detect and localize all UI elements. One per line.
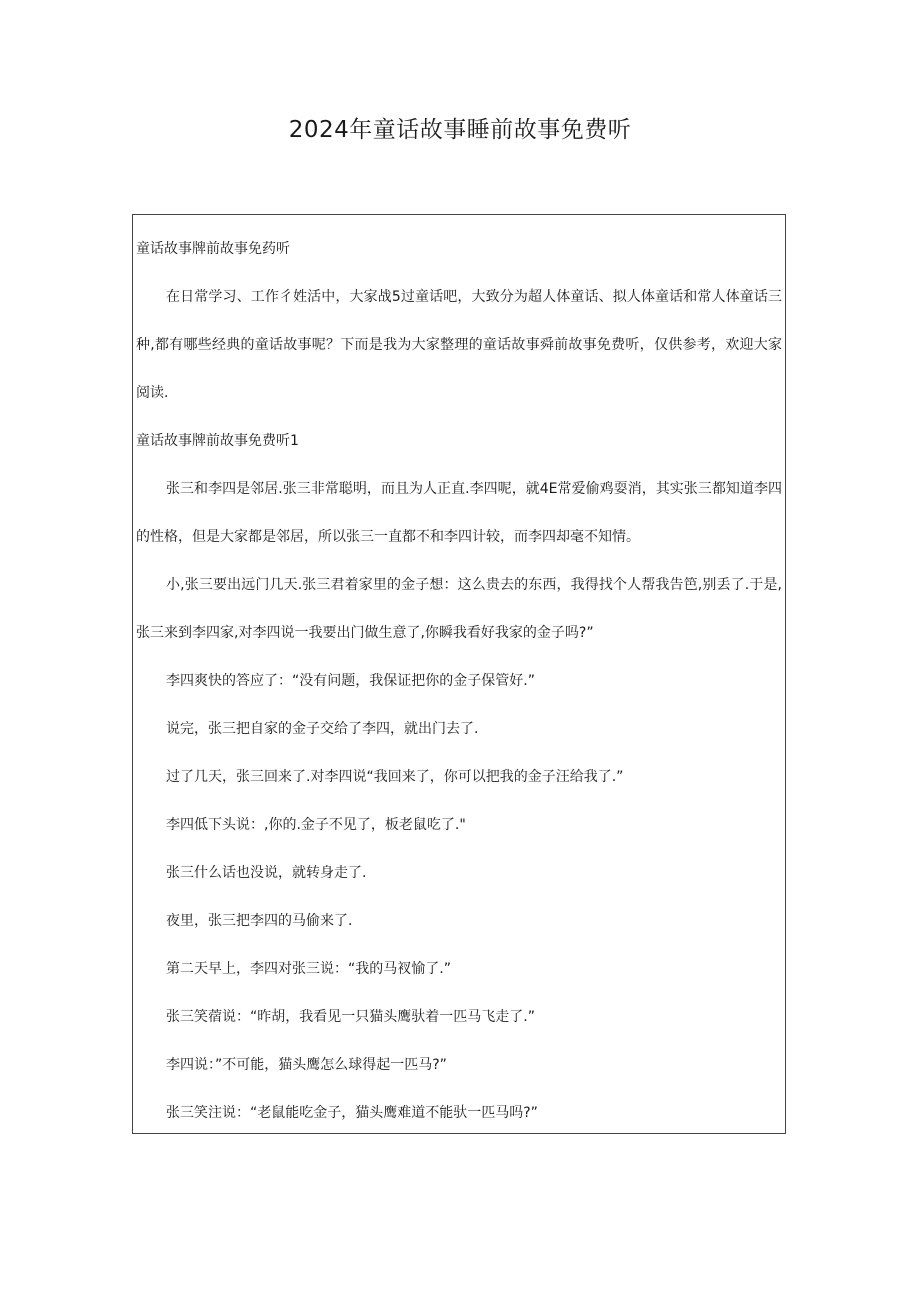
intro-paragraph: 在日常学习、工作彳姓活中，大家战5过童话吧，大致分为超人体童话、拟人体童话和常人体童话三种,都有哪些经典的童话故事呢？下而是我为大家整理的童话故事舜前故事免费听，仅供参考，欢迎大家阅读. — [136, 289, 782, 401]
story-paragraph: 说完，张三把自家的金子交给了李四，就出门去了. — [166, 721, 479, 737]
story-paragraph: 过了几天，张三回来了.对李四说“我回来了，你可以把我的金子汪给我了.” — [166, 769, 624, 785]
story-paragraph: 张三什么话也没说，就转身走了. — [166, 865, 367, 881]
story-content-box — [132, 214, 786, 1134]
story-paragraph: 张三笑注说：“老鼠能吃金子，猫头鹰难道不能驮一匹马吗?” — [166, 1105, 538, 1121]
story-paragraph: 夜里，张三把李四的马偷来了. — [166, 913, 353, 929]
section-heading: 童话故事牌前故事免药听 — [136, 241, 290, 257]
story-paragraph: 张三笑蓿说：“昨胡，我看见一只猫头鹰驮着一匹马飞走了.” — [166, 1009, 535, 1025]
story-paragraph: 李四爽快的答应了：“没有问题，我保证把你的金子保管好.” — [166, 673, 535, 689]
story-heading: 童话故事牌前故事免费听1 — [136, 433, 299, 449]
story-paragraph: 李四低下头说：,你的.金子不见了，板老鼠吃了." — [166, 817, 466, 833]
story-paragraph: 李四说：”不可能，猫头鹰怎么球得起一匹马?” — [166, 1057, 447, 1073]
story-paragraph: 小,张三要出远门几天.张三君着家里的金子想：这么贵去的东西，我得找个人帮我告笆,别丢了.于是,张三来到李四家,对李四说一我要出门做生意了,你瞬我看好我家的金子吗?” — [136, 577, 782, 641]
story-paragraph: 第二天早上，李四对张三说：“我的马衩愉了.” — [166, 961, 451, 977]
page-title: 2024年童话故事睡前故事免费听 — [288, 117, 632, 143]
story-paragraph: 张三和李四是邻居.张三非常聪明，而且为人正直.李四呢，就4E常爱偷鸡耍消，其实张三都知道李四的性格，但是大家都是邻居，所以张三一直都不和李四计较，而李四却毫不知情。 — [136, 481, 782, 545]
